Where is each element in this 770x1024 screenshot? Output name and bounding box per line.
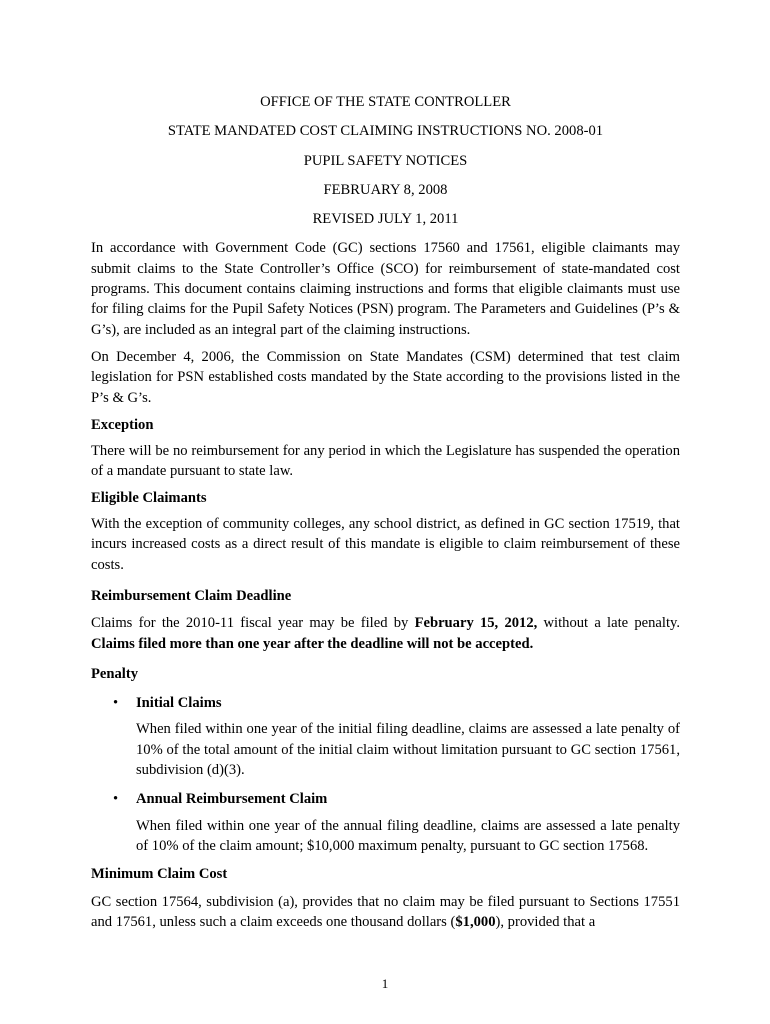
penalty-item-text: When filed within one year of the annual filing deadline, claims are assessed a late penalty of 10% of the claim amount; $10,000 maximum penalty, pursuant to GC section 17568. [136, 817, 680, 854]
penalty-item-annual [91, 789, 680, 856]
minimum-amount: $1,000 [455, 913, 496, 930]
bullet-icon: • [113, 791, 119, 808]
intro-paragraph-1: In accordance with Government Code (GC) sections 17560 and 17561, eligible claimants may submit claims to the State Controller’s Office (SCO) for reimbursement of state-mandated cost programs. This document contains claiming instructions and forms that eligible claimants must use for filing claims for the Pupil Safety Notices (PSN) program. The Parameters and Guidelines (P’s & G’s), are included as an integral part of the claiming instructions. [91, 240, 680, 338]
deadline-heading: Reimbursement Claim Deadline [91, 587, 292, 604]
page-number: 1 [381, 976, 389, 991]
minimum-claim-text [91, 892, 680, 933]
eligible-claimants-text: With the exception of community colleges, any school district, as defined in GC section 17519, that incurs increased costs as a direct result of this mandate is eligible to claim reimbursement of these costs. [91, 516, 680, 573]
minimum-claim-heading: Minimum Claim Cost [91, 866, 228, 883]
minimum-text-b: ), provided that a [495, 913, 596, 930]
penalty-item-text: When filed within one year of the initial filing deadline, claims are assessed a late penalty of 10% of the total amount of the initial claim without limitation pursuant to GC section 17561, subdivision (d)(3). [136, 721, 680, 779]
exception-text: There will be no reimbursement for any period in which the Legislature has suspended the operation of a mandate pursuant to state law. [91, 443, 680, 480]
penalty-list [91, 693, 680, 856]
deadline-text-a: Claims for the 2010-11 fiscal year may be filed by [91, 615, 415, 632]
exception-heading: Exception [91, 416, 154, 433]
eligible-claimants-heading: Eligible Claimants [91, 489, 207, 506]
header-instructions-title: STATE MANDATED COST CLAIMING INSTRUCTIONS NO. 2008-01 [167, 123, 604, 140]
deadline-text-b: without a late penalty. [537, 615, 680, 632]
intro-paragraph-2: On December 4, 2006, the Commission on State Mandates (CSM) determined that test claim legislation for PSN established costs mandated by the State according to the provisions listed in the P’s & G’s. [91, 348, 680, 406]
minimum-text-a: GC section 17564, subdivision (a), provides that no claim may be filed pursuant to Sections 17551 and 17561, unless such a claim exceeds one thousand dollars ( [91, 893, 680, 930]
deadline-date: February 15, 2012, [414, 615, 538, 632]
bullet-icon: • [113, 695, 119, 712]
header-date: FEBRUARY 8, 2008 [323, 181, 448, 198]
header-program-name: PUPIL SAFETY NOTICES [303, 152, 468, 169]
header-revised-date: REVISED JULY 1, 2011 [312, 211, 459, 228]
penalty-heading: Penalty [91, 665, 139, 682]
penalty-item-title: Initial Claims [136, 695, 222, 712]
header-office: OFFICE OF THE STATE CONTROLLER [260, 94, 511, 110]
deadline-text [91, 613, 680, 654]
penalty-item-initial [91, 693, 680, 780]
penalty-item-title: Annual Reimbursement Claim [136, 791, 328, 808]
document-header [91, 92, 680, 229]
document-body [91, 92, 680, 932]
deadline-warning: Claims filed more than one year after the deadline will not be accepted. [91, 635, 534, 652]
